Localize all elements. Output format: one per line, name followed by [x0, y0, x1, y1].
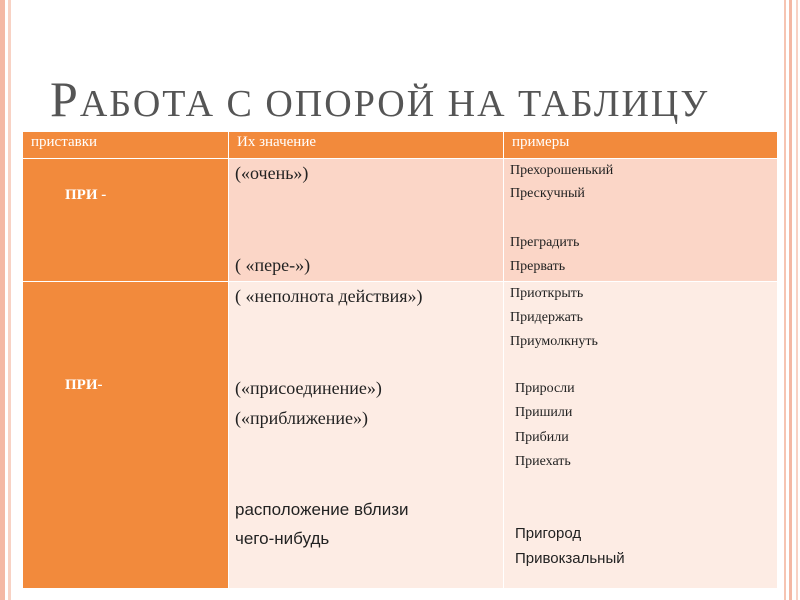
example-word: Приоткрыть	[510, 286, 584, 301]
meaning-text: («приближение»)	[235, 408, 369, 428]
example-word: Придержать	[510, 310, 583, 325]
example-word: Прескучный	[510, 186, 585, 201]
example-word: Прервать	[510, 259, 566, 274]
header-meaning: Их значение	[229, 132, 504, 159]
slide-title: РАБОТА С ОПОРОЙ НА ТАБЛИЦУ	[50, 71, 710, 127]
prefix-label: ПРИ-	[65, 377, 103, 393]
decorative-left-stripe	[0, 0, 5, 600]
examples-cell	[504, 282, 778, 589]
header-examples: примеры	[504, 132, 778, 159]
meaning-text: ( «неполнота действия»)	[235, 286, 423, 306]
example-word: Пришили	[515, 405, 573, 420]
example-word: Приехать	[515, 454, 571, 469]
prefix-label: ПРИ -	[65, 187, 107, 203]
table-header-row	[23, 132, 778, 159]
table-row	[23, 282, 778, 589]
example-word: Прибили	[515, 430, 569, 445]
meaning-text: («очень»)	[235, 163, 309, 183]
meaning-cell	[229, 282, 504, 589]
example-word: Прехорошенький	[510, 163, 614, 178]
prefix-cell	[23, 282, 229, 589]
example-word: Пригород	[515, 525, 582, 542]
decorative-right-stripe	[789, 0, 792, 600]
example-word: Приумолкнуть	[510, 334, 598, 349]
prefix-cell	[23, 159, 229, 282]
header-prefixes: приставки	[23, 132, 229, 159]
decorative-right-stripe-outer	[796, 0, 798, 600]
meaning-text: («присоединение»)	[235, 378, 382, 398]
meaning-text: чего-нибудь	[235, 529, 330, 548]
meaning-cell	[229, 159, 504, 282]
table-row	[23, 159, 778, 282]
example-word: Приросли	[515, 381, 575, 396]
meaning-text: расположение вблизи	[235, 500, 409, 519]
meaning-text: ( «пере-»)	[235, 255, 311, 275]
example-word: Преградить	[510, 235, 580, 250]
examples-cell	[504, 159, 778, 282]
decorative-right-stripe-thin	[784, 0, 786, 600]
example-word: Привокзальный	[515, 550, 625, 567]
prefix-table	[22, 131, 778, 589]
decorative-left-stripe-thin	[8, 0, 11, 600]
